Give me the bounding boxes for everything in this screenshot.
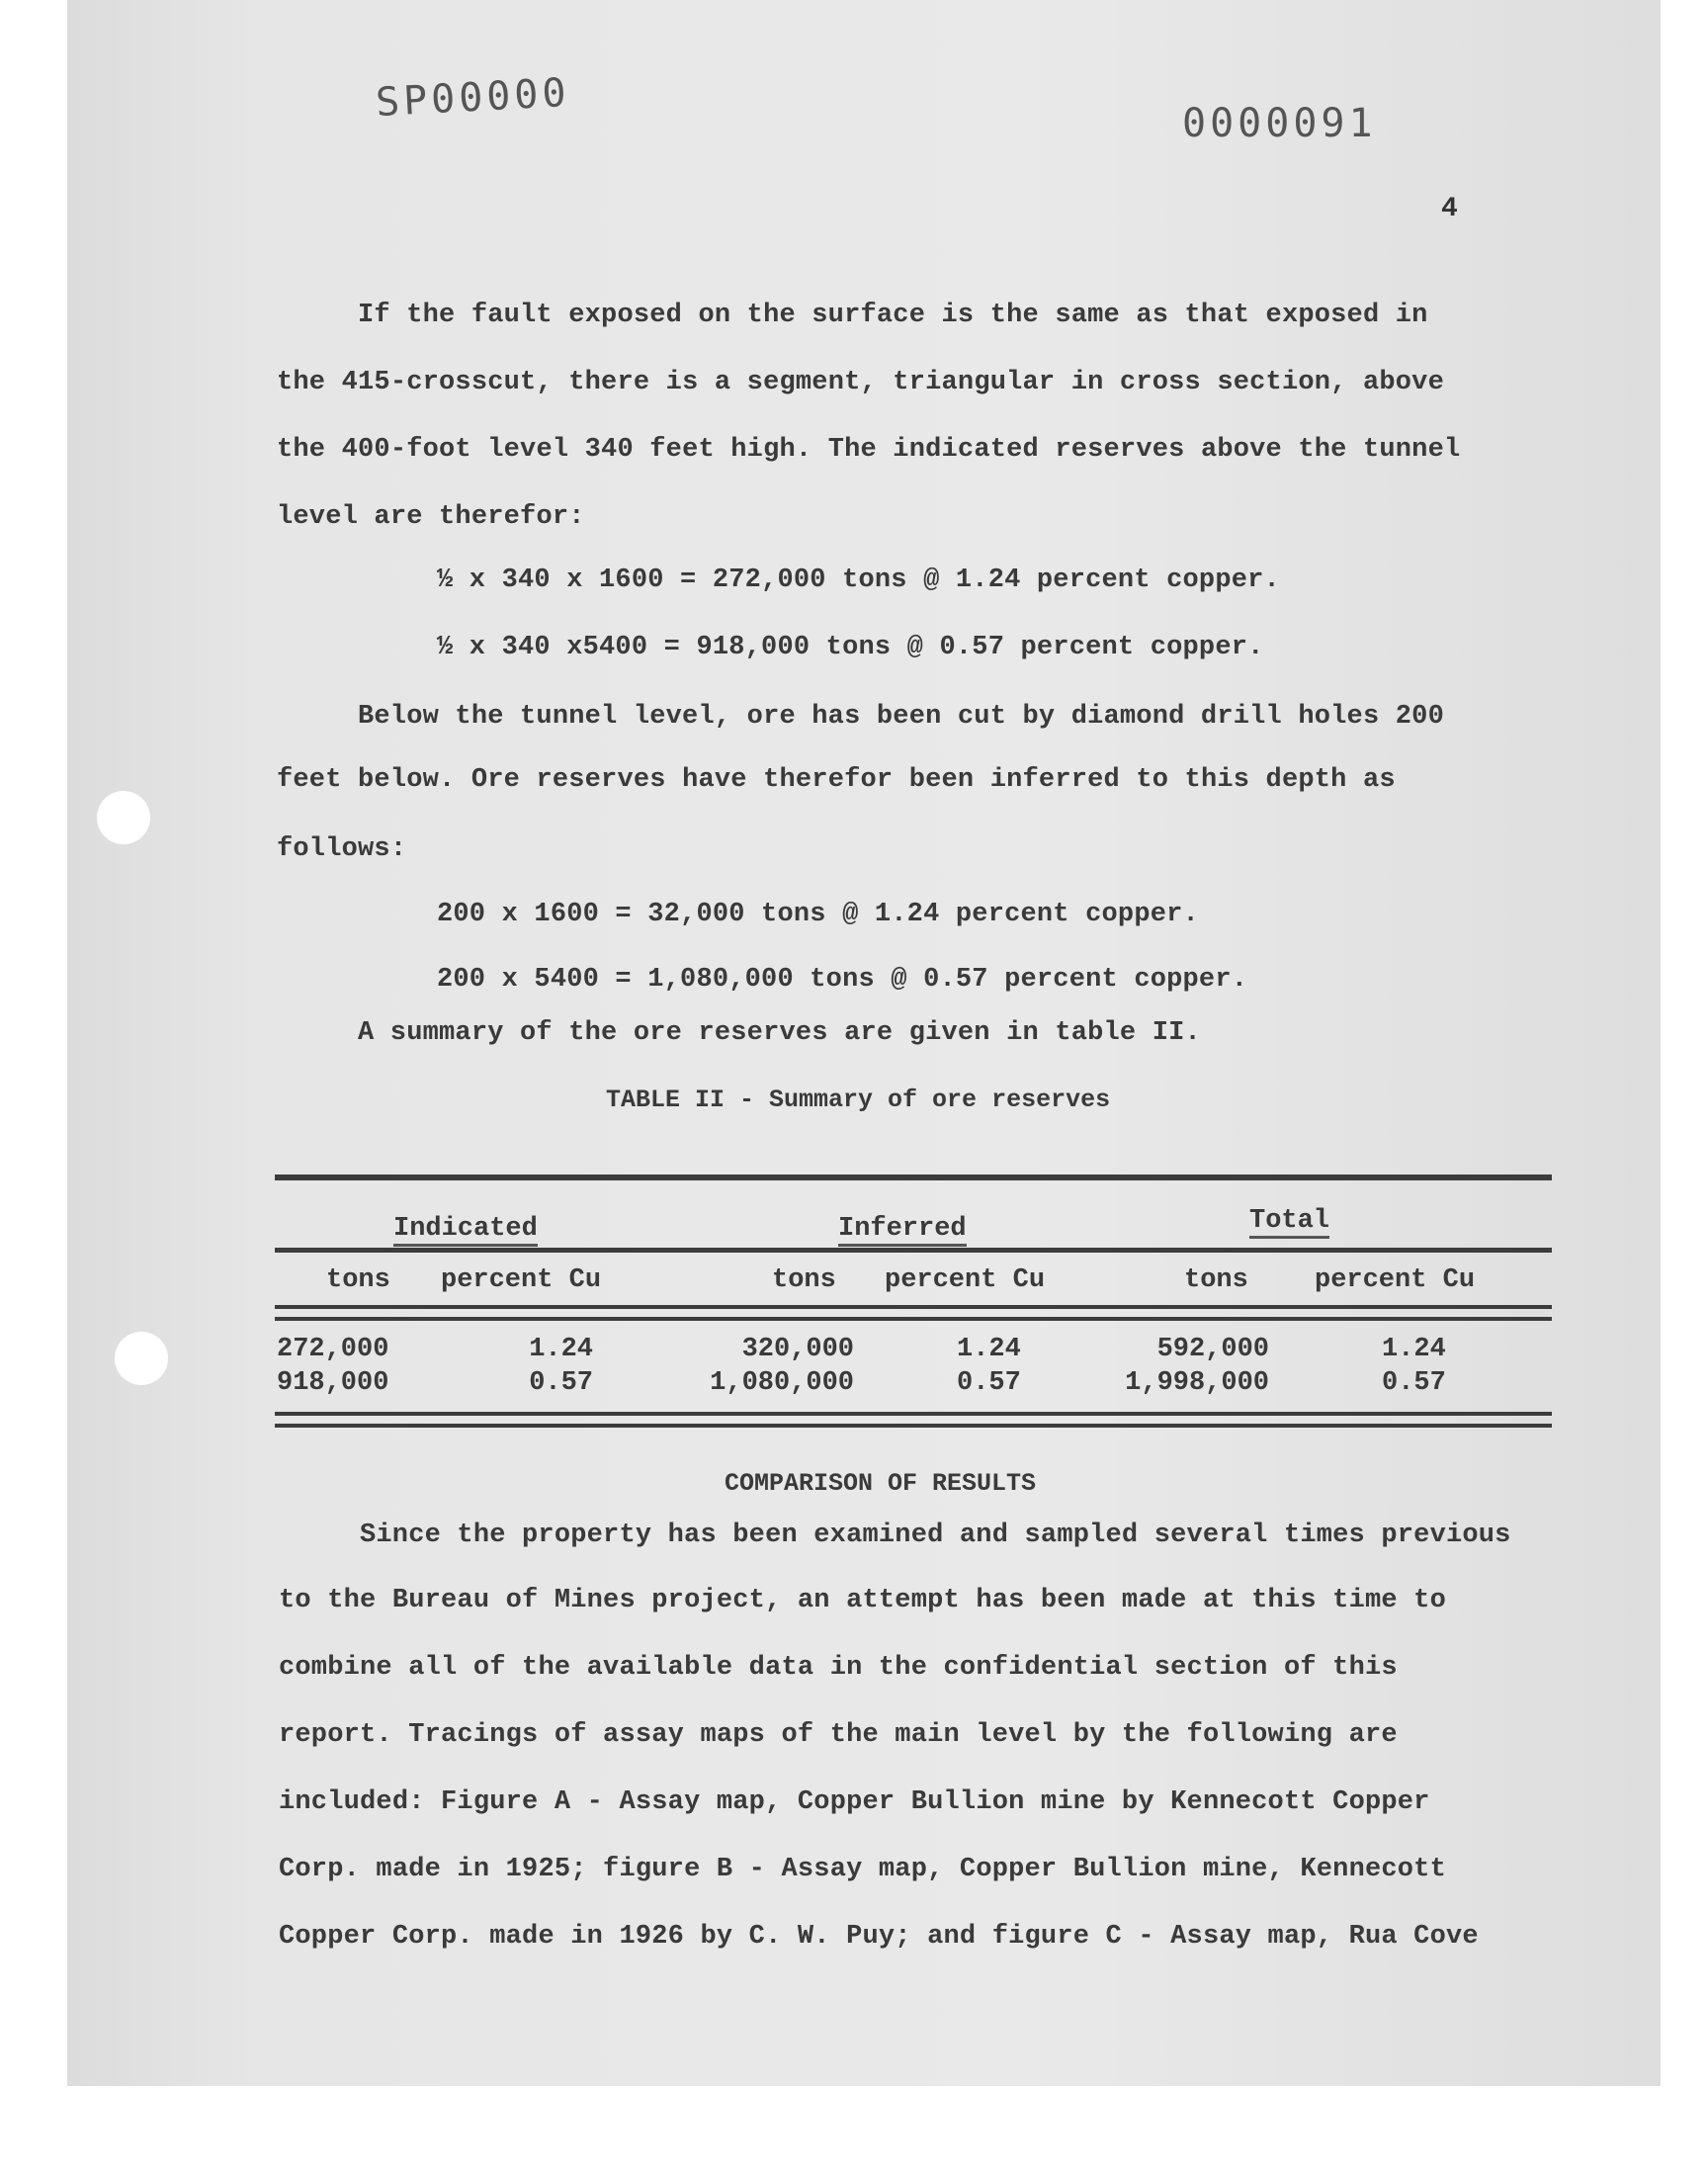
calculation-line: 200 x 5400 = 1,080,000 tons @ 0.57 percent copper.: [437, 965, 1248, 995]
paragraph-1-line: the 400-foot level 340 feet high. The indicated reserves above the tunnel: [277, 435, 1461, 465]
group-header-total: Total: [1249, 1206, 1329, 1239]
subheader-tons: tons: [326, 1265, 390, 1295]
document-page: [67, 0, 1661, 2086]
subheader-percent-cu: percent Cu: [441, 1265, 602, 1295]
handwritten-code-right: 0000091: [1182, 101, 1377, 146]
table-cell: 0.57: [1382, 1368, 1446, 1398]
table-header-rule: [275, 1305, 1552, 1309]
calculation-line: 200 x 1600 = 32,000 tons @ 1.24 percent copper.: [437, 900, 1199, 929]
table-cell: 320,000: [741, 1335, 854, 1364]
paragraph-2-line: follows:: [277, 834, 407, 864]
page-number: 4: [1441, 194, 1458, 224]
paragraph-3-line: combine all of the available data in the confidential section of this: [279, 1653, 1398, 1683]
paragraph-2-line: feet below. Ore reserves have therefor been inferred to this depth as: [277, 765, 1396, 795]
group-header-inferred: Inferred: [838, 1214, 967, 1247]
paragraph-3-line: Copper Corp. made in 1926 by C. W. Puy; and figure C - Assay map, Rua Cove: [279, 1922, 1479, 1952]
group-header-indicated: Indicated: [393, 1214, 538, 1247]
paragraph-1-line: the 415-crosscut, there is a segment, triangular in cross section, above: [277, 368, 1444, 397]
table-cell: 1,998,000: [1125, 1368, 1269, 1398]
paragraph-3-line: Corp. made in 1925; figure B - Assay map, Copper Bullion mine, Kennecott: [279, 1855, 1446, 1884]
subheader-tons: tons: [1184, 1265, 1248, 1295]
paragraph-1-line: level are therefor:: [277, 502, 585, 532]
table-header-rule: [275, 1317, 1552, 1321]
paragraph-3-line: Since the property has been examined and sampled several times previous: [360, 1521, 1511, 1550]
calculation-line: ½ x 340 x 1600 = 272,000 tons @ 1.24 percent copper.: [437, 566, 1280, 595]
table-cell: 0.57: [529, 1368, 593, 1398]
table-cell: 918,000: [277, 1368, 389, 1398]
paragraph-3-line: report. Tracings of assay maps of the main level by the following are: [279, 1720, 1398, 1750]
paragraph-3-line: included: Figure A - Assay map, Copper Bullion mine by Kennecott Copper: [279, 1787, 1430, 1817]
table-bottom-rule: [275, 1412, 1552, 1416]
subheader-percent-cu: percent Cu: [1315, 1265, 1476, 1295]
paragraph-2-line: Below the tunnel level, ore has been cut by diamond drill holes 200: [358, 702, 1444, 732]
table-cell: 1,080,000: [710, 1368, 854, 1398]
punch-hole-lower: [115, 1332, 168, 1385]
subheader-percent-cu: percent Cu: [885, 1265, 1046, 1295]
calculation-line: ½ x 340 x5400 = 918,000 tons @ 0.57 percent copper.: [437, 633, 1264, 662]
paragraph-1-line: If the fault exposed on the surface is the same as that exposed in: [358, 301, 1428, 330]
table-cell: 592,000: [1156, 1335, 1269, 1364]
table-cell: 1.24: [957, 1335, 1021, 1364]
table-cell: 272,000: [277, 1335, 389, 1364]
table-cell: 1.24: [529, 1335, 593, 1364]
paragraph-3-line: to the Bureau of Mines project, an attempt has been made at this time to: [279, 1586, 1446, 1615]
table-top-rule: [275, 1174, 1552, 1180]
section-heading: COMPARISON OF RESULTS: [725, 1469, 1037, 1498]
table-title: TABLE II - Summary of ore reserves: [606, 1086, 1111, 1114]
punch-hole-upper: [97, 791, 150, 844]
table-group-rule: [275, 1248, 1552, 1253]
handwritten-code-left: SP00000: [374, 69, 571, 127]
subheader-tons: tons: [772, 1265, 836, 1295]
summary-sentence: A summary of the ore reserves are given in table II.: [358, 1018, 1201, 1048]
table-cell: 0.57: [957, 1368, 1021, 1398]
table-cell: 1.24: [1382, 1335, 1446, 1364]
table-bottom-rule: [275, 1424, 1552, 1428]
